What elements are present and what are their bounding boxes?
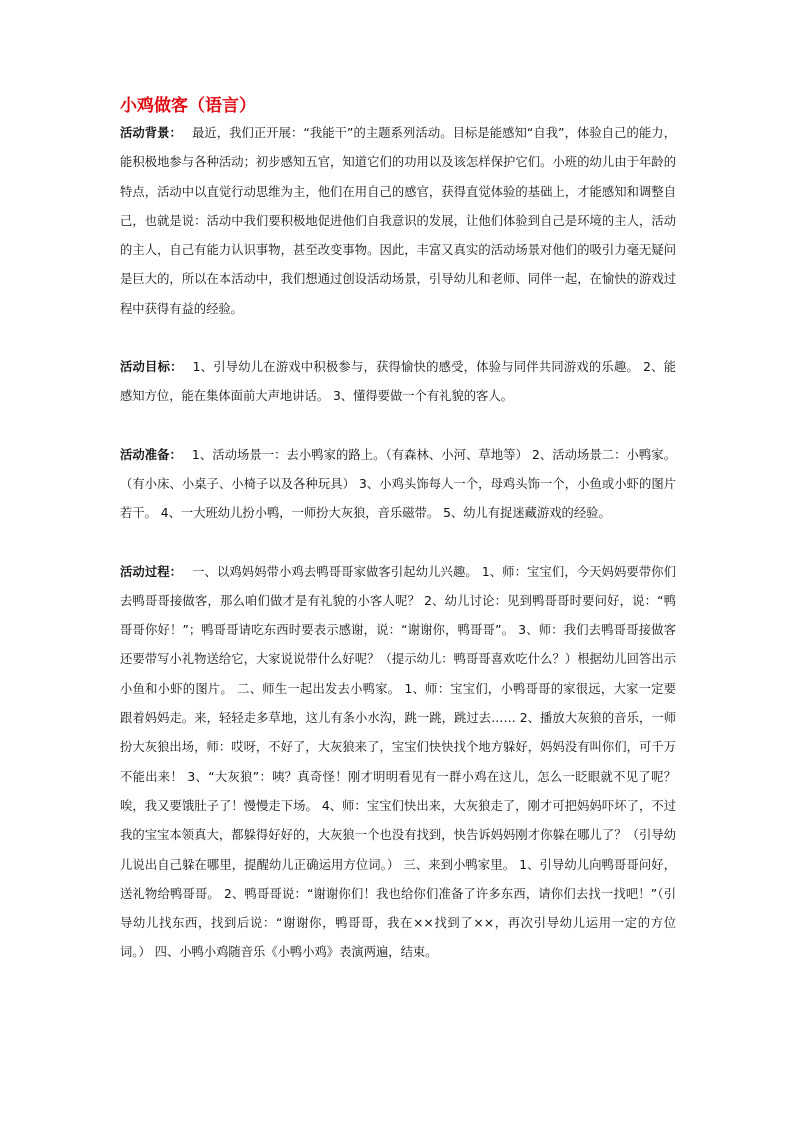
section-preparation-label: 活动准备： <box>120 447 182 462</box>
section-preparation-text: 1、活动场景一：去小鸭家的路上。（有森林、小河、草地等） 2、活动场景二：小鸭家。（有小床、小桌子、小椅子以及各种玩具） 3、小鸡头饰每人一个，母鸡头饰一个，小鱼或小虾的图片若干。 4、一大班幼儿扮小鸭，一师扮大灰狼，音乐磁带。 5、幼儿有捉迷藏游戏的经验。 <box>120 447 676 521</box>
section-goals-label: 活动目标： <box>120 360 183 375</box>
section-process-text: 一、以鸡妈妈带小鸡去鸭哥哥家做客引起幼儿兴趣。 1、师：宝宝们，今天妈妈要带你们去鸭哥哥接做客，那么咱们做才是有礼貌的小客人呢？ 2、幼儿讨论：见到鸭哥哥时要问好，说：“鸭哥哥你好！”；鸭哥哥请吃东西时要表示感谢，说：“谢谢你，鸭哥哥”。 3、师：我们去鸭哥哥接做客还要带写小礼物送给它，大家说说带什么好呢？（提示幼儿：鸭哥哥喜欢吃什么？）根据幼儿回答出示小鱼和小虾的图片。 二、师生一起出发去小鸭家。 1、师：宝宝们，小鸭哥哥的家很远，大家一定要跟着妈妈走。来，轻轻走多草地，这儿有条小水沟，跳一跳，跳过去…… 2、播放大灰狼的音乐，一师扮大灰狼出场，师：哎呀，不好了，大灰狼来了，宝宝们快快找个地方躲好，妈妈没有叫你们，可千万不能出来！ 3、“大灰狼”：咦？真奇怪！刚才明明看见有一群小鸡在这儿，怎么一眨眼就不见了呢？唉，我又要饿肚子了！慢慢走下场。 4、师：宝宝们快出来，大灰狼走了，刚才可把妈妈吓坏了，不过我的宝宝本领真大，都躲得好好的，大灰狼一个也没有找到，快告诉妈妈刚才你躲在哪儿了？（引导幼儿说出自己躲在哪里，提醒幼儿正确运用方位词。） 三、来到小鸭家里。 1、引导幼儿向鸭哥哥问好，送礼物给鸭哥哥。 2、鸭哥哥说：“谢谢你们！我也给你们准备了许多东西，请你们去找一找吧！”（引导幼儿找东西，找到后说：“谢谢你，鸭哥哥，我在××找到了××，再次引导幼儿运用一定的方位词。） 四、小鸭小鸡随音乐《小鸭小鸡》表演两遍，结束。 <box>120 564 676 960</box>
paragraph-gap <box>120 529 676 558</box>
section-goals-text: 1、引导幼儿在游戏中积极参与，获得愉快的感受，体验与同伴共同游戏的乐趣。 2、能感知方位，能在集体面前大声地讲话。 3、懂得要做一个有礼貌的客人。 <box>120 360 676 404</box>
section-process <box>120 558 676 968</box>
section-goals <box>120 353 676 412</box>
section-background <box>120 119 676 324</box>
section-preparation <box>120 441 676 529</box>
section-background-label: 活动背景： <box>120 126 182 140</box>
document-title: 小鸡做客（语言） <box>120 96 256 116</box>
section-process-label: 活动过程： <box>120 564 183 579</box>
paragraph-gap <box>120 324 676 353</box>
section-background-text: 最近，我们正开展：“我能干”的主题系列活动。目标是能感知“自我”，体验自己的能力，能积极地参与各种活动；初步感知五官，知道它们的功用以及该怎样保护它们。小班的幼儿由于年龄的特点，活动中以直觉行动思维为主，他们在用自己的感官，获得直觉体验的基础上，才能感知和调整自己，也就是说：活动中我们要积极地促进他们自我意识的发展，让他们体验到自己是环境的主人，活动的主人，自己有能力认识事物，甚至改变事物。因此，丰富又真实的活动场景对他们的吸引力毫无疑问是巨大的，所以在本活动中，我们想通过创设活动场景，引导幼儿和老师、同伴一起，在愉快的游戏过程中获得有益的经验。 <box>120 126 676 316</box>
document-page <box>120 93 676 968</box>
paragraph-gap <box>120 412 676 441</box>
